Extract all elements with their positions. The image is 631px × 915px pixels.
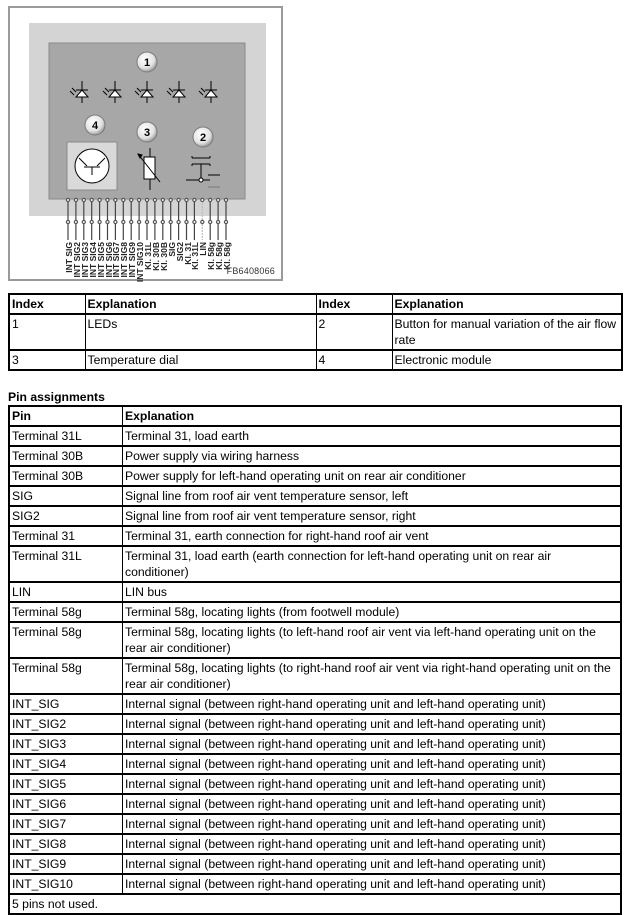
table-row [9, 854, 621, 874]
table-row [9, 526, 621, 546]
pin-cell: INT_SIG4 [9, 754, 123, 774]
index-table [8, 293, 623, 371]
pin-label: INT SIG4 [87, 242, 98, 278]
pin-label: INT SIG6 [103, 242, 114, 278]
pin-cell: Terminal 30B [9, 466, 123, 486]
table-row [9, 486, 621, 506]
table-row [9, 794, 621, 814]
pin-cell: INT_SIG7 [9, 814, 123, 834]
pin-label: INT SIG9 [127, 242, 138, 278]
explanation-cell: Internal signal (between right-hand operating unit and left-hand operating unit) [123, 854, 622, 874]
svg-text:1: 1 [143, 57, 151, 69]
explanation-cell: Internal signal (between right-hand operating unit and left-hand operating unit) [123, 734, 622, 754]
explanation-cell: Button for manual variation of the air flow rate [392, 314, 622, 350]
index-cell: 3 [9, 350, 85, 370]
pin-cell: Terminal 58g [9, 658, 123, 694]
explanation-cell: Power supply for left-hand operating unit on rear air conditioner [123, 466, 622, 486]
pin-label: Kl. 31L [190, 242, 201, 270]
pin-cell: SIG [9, 486, 123, 506]
figure-id: FB6408066 [226, 266, 275, 276]
index-table-header [9, 294, 622, 314]
header-explanation: Explanation [123, 406, 622, 426]
table-row [9, 350, 622, 370]
header-index: Index [316, 294, 392, 314]
explanation-cell: Internal signal (between right-hand operating unit and left-hand operating unit) [123, 814, 622, 834]
pin-assignments-title: Pin assignments [8, 390, 105, 404]
explanation-cell: Electronic module [392, 350, 622, 370]
pin-cell: INT_SIG3 [9, 734, 123, 754]
pin-label: Kl. 30B [158, 242, 169, 271]
table-row [9, 658, 621, 694]
pin-label: INT SIG [64, 242, 74, 273]
header-explanation: Explanation [85, 294, 316, 314]
table-row [9, 814, 621, 834]
pin-cell: INT_SIG6 [9, 794, 123, 814]
explanation-cell: Terminal 58g, locating lights (to right-hand roof air vent via right-hand operating unit on the rear air conditioner) [123, 658, 622, 694]
electronic-module-icon [67, 142, 117, 190]
table-row [9, 834, 621, 854]
table-row [9, 774, 621, 794]
pin-label: INT SIG3 [79, 242, 90, 278]
pin-cell: INT_SIG2 [9, 714, 123, 734]
pin-label: INT SIG8 [119, 242, 130, 278]
header-index: Index [9, 294, 85, 314]
explanation-cell: Internal signal (between right-hand operating unit and left-hand operating unit) [123, 714, 622, 734]
unused-pins-note: 5 pins not used. [9, 894, 621, 914]
explanation-cell: Internal signal (between right-hand operating unit and left-hand operating unit) [123, 794, 622, 814]
svg-text:3: 3 [143, 127, 151, 139]
table-row [9, 622, 621, 658]
pin-label: INT SIG10 [135, 242, 146, 283]
explanation-cell: Internal signal (between right-hand operating unit and left-hand operating unit) [123, 874, 622, 894]
table-row [9, 426, 621, 446]
table-row [9, 466, 621, 486]
explanation-cell: Terminal 31, earth connection for right-hand roof air vent [123, 526, 622, 546]
pin-cell: SIG2 [9, 506, 123, 526]
pin-cell: INT_SIG8 [9, 834, 123, 854]
explanation-cell: Signal line from roof air vent temperature sensor, left [123, 486, 622, 506]
pin-cell: Terminal 31L [9, 546, 123, 582]
pin-cell: INT_SIG9 [9, 854, 123, 874]
pin-label: Kl. 30B [150, 242, 161, 271]
connector-diagram [8, 6, 283, 281]
pin-label: SIG [166, 242, 177, 257]
pin-cell: Terminal 58g [9, 602, 123, 622]
pin-label: LIN [198, 242, 209, 256]
table-row [9, 734, 621, 754]
header-pin: Pin [9, 406, 123, 426]
pin-cell: Terminal 31 [9, 526, 123, 546]
pin-table-header [9, 406, 621, 426]
table-row [9, 754, 621, 774]
explanation-cell: Internal signal (between right-hand operating unit and left-hand operating unit) [123, 774, 622, 794]
callout-4 [85, 115, 105, 135]
explanation-cell: Temperature dial [85, 350, 316, 370]
explanation-cell: Terminal 58g, locating lights (from footwell module) [123, 602, 622, 622]
explanation-cell: Terminal 31, load earth [123, 426, 622, 446]
pin-label: Kl. 58g [206, 242, 217, 270]
pin-label: INT SIG2 [71, 242, 82, 278]
table-row [9, 446, 621, 466]
table-row [9, 874, 621, 894]
pin-label: Kl. 58g [214, 242, 225, 270]
index-cell: 2 [316, 314, 392, 350]
callout-3 [137, 122, 157, 142]
svg-text:2: 2 [199, 132, 207, 144]
table-row [9, 506, 621, 526]
explanation-cell: Internal signal (between right-hand operating unit and left-hand operating unit) [123, 834, 622, 854]
pin-cell: INT_SIG10 [9, 874, 123, 894]
callout-1 [137, 52, 157, 72]
svg-text:4: 4 [91, 120, 99, 132]
explanation-cell: Internal signal (between right-hand operating unit and left-hand operating unit) [123, 694, 622, 714]
pin-cell: Terminal 31L [9, 426, 123, 446]
explanation-cell: Power supply via wiring harness [123, 446, 622, 466]
table-row [9, 546, 621, 582]
pin-label: INT SIG5 [95, 242, 106, 278]
header-explanation: Explanation [392, 294, 622, 314]
pin-label: Kl. 31 [182, 242, 193, 265]
table-row [9, 602, 621, 622]
table-row [9, 694, 621, 714]
table-row [9, 714, 621, 734]
pin-table-footer [9, 894, 621, 914]
pin-label: SIG2 [174, 242, 185, 262]
explanation-cell: Signal line from roof air vent temperature sensor, right [123, 506, 622, 526]
index-cell: 1 [9, 314, 85, 350]
pin-cell: INT_SIG5 [9, 774, 123, 794]
pin-cell: INT_SIG [9, 694, 123, 714]
table-row [9, 314, 622, 350]
explanation-cell: Terminal 31, load earth (earth connection for left-hand operating unit on rear air conditioner) [123, 546, 622, 582]
pin-cell: LIN [9, 582, 123, 602]
pin-cell: Terminal 30B [9, 446, 123, 466]
callout-2 [193, 127, 213, 147]
table-row [9, 582, 621, 602]
pin-label: INT SIG7 [111, 242, 122, 278]
explanation-cell: Terminal 58g, locating lights (to left-hand roof air vent via left-hand operating unit on the rear air conditioner) [123, 622, 622, 658]
pin-assignments-table [8, 405, 622, 915]
index-cell: 4 [316, 350, 392, 370]
pin-label: Kl. 31L [143, 242, 153, 270]
explanation-cell: LIN bus [123, 582, 622, 602]
pin-label: Kl. 58g [222, 242, 232, 270]
explanation-cell: Internal signal (between right-hand operating unit and left-hand operating unit) [123, 754, 622, 774]
explanation-cell: LEDs [85, 314, 316, 350]
pin-cell: Terminal 58g [9, 622, 123, 658]
